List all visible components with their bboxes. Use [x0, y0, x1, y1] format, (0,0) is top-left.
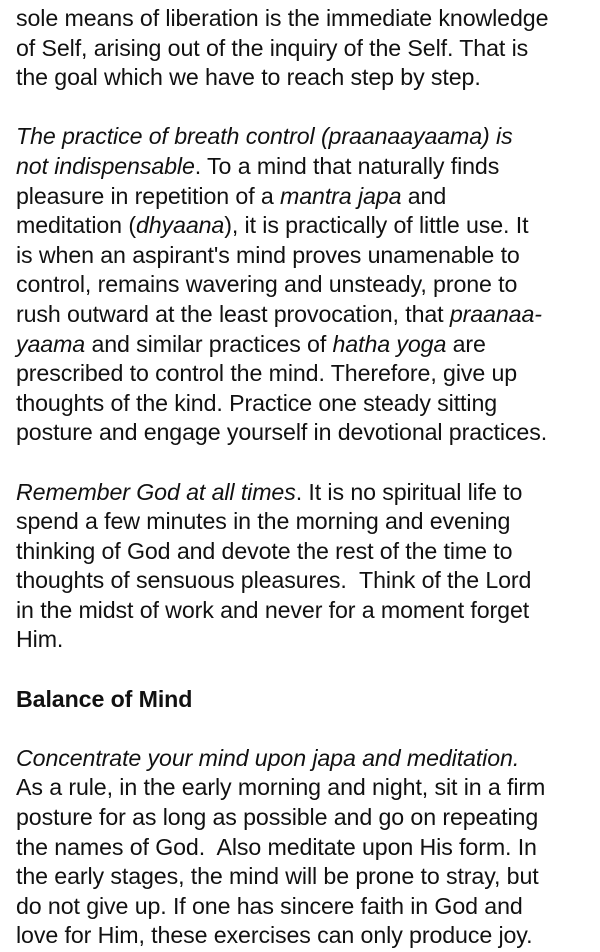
- text-run: meditation (: [16, 212, 136, 239]
- text-run: and: [401, 182, 447, 209]
- text-line: [16, 211, 598, 241]
- text-line: [16, 921, 598, 951]
- section-heading: [16, 685, 598, 715]
- paragraph-gap: [16, 93, 598, 123]
- paragraph-gap: [16, 448, 598, 478]
- text-line: [16, 300, 598, 330]
- text-run: thoughts of sensuous pleasures. Think of the Lord: [16, 567, 532, 594]
- section-heading-text: Balance of Mind: [16, 685, 193, 712]
- italic-run: Remember God at all times: [16, 478, 296, 505]
- text-run: As a rule, in the early morning and night, sit in a firm: [16, 774, 546, 801]
- text-line: [16, 34, 598, 64]
- text-line: [16, 182, 598, 212]
- text-run: and similar practices of: [85, 330, 333, 357]
- text-run: control, remains wavering and unsteady, prone to: [16, 271, 518, 298]
- text-line: [16, 507, 598, 537]
- text-run: is when an aspirant's mind proves unamenable to: [16, 241, 520, 268]
- text-run: of Self, arising out of the inquiry of the Self. That is: [16, 34, 529, 61]
- text-run: thoughts of the kind. Practice one steady sitting: [16, 389, 498, 416]
- text-line: [16, 478, 598, 508]
- text-run: do not give up. If one has sincere faith in God and: [16, 892, 523, 919]
- text-run: posture for as long as possible and go on repeating: [16, 804, 539, 831]
- paragraph-remember-god: [16, 478, 598, 656]
- text-line: [16, 330, 598, 360]
- paragraph-liberation: [16, 4, 598, 93]
- text-line: [16, 4, 598, 34]
- text-run: pleasure in repetition of a: [16, 182, 281, 209]
- text-run: the names of God. Also meditate upon His form. In: [16, 833, 537, 860]
- italic-run: praanaa-: [449, 300, 542, 327]
- text-run: ), it is practically of little use. It: [224, 212, 529, 239]
- text-line: [16, 596, 598, 626]
- paragraph-gap: [16, 714, 598, 744]
- text-run: . To a mind that naturally finds: [194, 152, 500, 179]
- text-line: [16, 833, 598, 863]
- paragraph-gap: [16, 655, 598, 685]
- text-run: posture and engage yourself in devotional practices.: [16, 419, 548, 446]
- text-run: Him.: [16, 626, 64, 653]
- text-line: [16, 418, 598, 448]
- italic-run: The practice of breath control (praanaayaama) is: [16, 123, 513, 150]
- italic-run: mantra japa: [280, 182, 402, 209]
- document-page: [16, 0, 598, 951]
- text-run: thinking of God and devote the rest of the time to: [16, 537, 513, 564]
- text-line: [16, 862, 598, 892]
- italic-run: Concentrate your mind upon japa and meditation.: [16, 744, 520, 771]
- italic-run: yaama: [16, 330, 86, 357]
- italic-run: hatha yoga: [332, 330, 447, 357]
- paragraph-breath-control: [16, 122, 598, 448]
- text-run: spend a few minutes in the morning and evening: [16, 508, 511, 535]
- italic-run: not indispensable: [16, 152, 195, 179]
- text-run: love for Him, these exercises can only produce joy.: [16, 922, 533, 949]
- text-line: [16, 773, 598, 803]
- text-line: [16, 152, 598, 182]
- text-line: [16, 63, 598, 93]
- text-line: [16, 241, 598, 271]
- text-line: [16, 122, 598, 152]
- text-line: [16, 803, 598, 833]
- text-line: [16, 625, 598, 655]
- text-line: [16, 359, 598, 389]
- text-run: the goal which we have to reach step by step.: [16, 64, 481, 91]
- italic-run: dhyaana: [135, 212, 225, 239]
- text-run: rush outward at the least provocation, that: [16, 300, 450, 327]
- paragraph-concentrate: [16, 744, 598, 951]
- text-line: [16, 892, 598, 922]
- text-line: [16, 537, 598, 567]
- text-run: the early stages, the mind will be prone to stray, but: [16, 863, 539, 890]
- text-run: prescribed to control the mind. Therefore, give up: [16, 360, 518, 387]
- text-run: sole means of liberation is the immediate knowledge: [16, 5, 549, 31]
- text-run: . It is no spiritual life to: [295, 478, 523, 505]
- text-run: in the midst of work and never for a moment forget: [16, 596, 530, 623]
- text-line: [16, 389, 598, 419]
- text-run: are: [446, 330, 486, 357]
- text-line: [16, 270, 598, 300]
- text-line: [16, 566, 598, 596]
- text-line: [16, 744, 598, 774]
